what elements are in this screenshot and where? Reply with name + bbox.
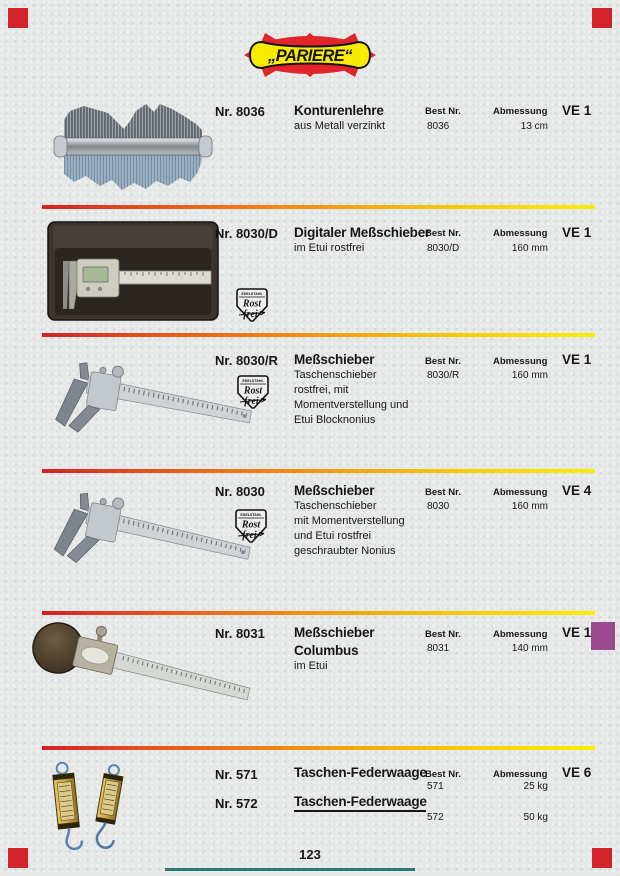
- product-number: Nr. 572: [215, 796, 258, 811]
- badge-rost-text: Rost: [241, 519, 261, 531]
- corner-mark-bottom-right: [592, 848, 612, 868]
- rostfrei-badge-icon: [234, 508, 268, 544]
- product-photo-federwaage: [42, 760, 160, 858]
- abmessung-label: Abmessung: [493, 106, 548, 117]
- badge-frei-text: frei: [243, 309, 258, 320]
- product-name: Meßschieber: [294, 625, 375, 640]
- best-nr-label: Best Nr.: [425, 629, 461, 640]
- product-number: Nr. 8031: [215, 626, 265, 641]
- abmessung-value: 160 mm: [511, 370, 548, 381]
- page-number: 123: [299, 847, 321, 862]
- pariere-logo: [244, 32, 376, 78]
- abmessung-value: 50 kg: [523, 812, 548, 823]
- product-photo-digital-messschieber: [47, 221, 219, 321]
- rostfrei-badge-icon: [235, 287, 269, 323]
- best-nr-value: 8030/R: [427, 370, 460, 381]
- logo-text: „PARIERE“: [267, 47, 353, 65]
- product-photo-konturenlehre: [50, 96, 216, 194]
- badge-top-text: EDELSTAHL: [240, 513, 262, 518]
- corner-mark-top-right: [592, 8, 612, 28]
- best-nr-label: Best Nr.: [425, 487, 461, 498]
- abmessung-label: Abmessung: [493, 629, 548, 640]
- corner-mark-top-left: [8, 8, 28, 28]
- badge-frei-text: frei: [244, 396, 259, 407]
- product-number: Nr. 8030: [215, 484, 265, 499]
- footer-rule: [165, 868, 415, 871]
- product-name: Meßschieber: [294, 352, 375, 367]
- product-description: Momentverstellung und: [294, 399, 409, 411]
- ve-value: VE 4: [562, 483, 592, 498]
- product-description: geschraubter Nonius: [294, 545, 396, 557]
- abmessung-label: Abmessung: [493, 769, 548, 780]
- product-name: Taschen-Federwaage: [294, 794, 427, 809]
- product-number: Nr. 571: [215, 767, 258, 782]
- index-tab: [591, 622, 615, 650]
- best-nr-value: 572: [427, 812, 444, 823]
- product-description: aus Metall verzinkt: [294, 120, 386, 132]
- abmessung-value: 160 mm: [511, 501, 548, 512]
- badge-rost-text: Rost: [243, 385, 263, 397]
- best-nr-value: 8031: [427, 643, 450, 654]
- rostfrei-badge-icon: [236, 374, 270, 410]
- product-description: rostfrei, mit: [294, 384, 349, 396]
- ve-value: VE 6: [562, 765, 592, 780]
- badge-rost-text: Rost: [242, 298, 262, 310]
- badge-frei-text: frei: [242, 530, 257, 541]
- product-name: Meßschieber: [294, 483, 375, 498]
- product-number: Nr. 8030/D: [215, 226, 278, 241]
- divider-rule: [42, 205, 595, 209]
- ve-value: VE 1: [562, 225, 592, 240]
- name-underline: [294, 810, 426, 812]
- product-name: Taschen-Federwaage: [294, 765, 427, 780]
- ve-value: VE 1: [562, 352, 592, 367]
- badge-top-text: EDELSTAHL: [242, 379, 264, 384]
- ve-value: VE 1: [562, 103, 592, 118]
- divider-rule: [42, 469, 595, 473]
- product-description: Taschenschieber: [294, 500, 377, 512]
- product-number: Nr. 8036: [215, 104, 265, 119]
- abmessung-label: Abmessung: [493, 356, 548, 367]
- abmessung-value: 140 mm: [511, 643, 548, 654]
- best-nr-value: 8030: [427, 501, 450, 512]
- product-name-line2: Columbus: [294, 643, 359, 658]
- product-number: Nr. 8030/R: [215, 353, 278, 368]
- best-nr-label: Best Nr.: [425, 106, 461, 117]
- product-description: im Etui: [294, 660, 328, 672]
- abmessung-label: Abmessung: [493, 487, 548, 498]
- corner-mark-bottom-left: [8, 848, 28, 868]
- divider-rule: [42, 746, 595, 750]
- abmessung-value: 160 mm: [511, 243, 548, 254]
- product-description: im Etui rostfrei: [294, 242, 365, 254]
- best-nr-label: Best Nr.: [425, 228, 461, 239]
- product-description: mit Momentverstellung: [294, 515, 405, 527]
- ve-value: VE 1: [562, 625, 592, 640]
- badge-top-text: EDELSTAHL: [241, 292, 263, 297]
- product-name: Konturenlehre: [294, 103, 384, 118]
- best-nr-value: 571: [427, 781, 444, 792]
- best-nr-label: Best Nr.: [425, 356, 461, 367]
- abmessung-label: Abmessung: [493, 228, 548, 239]
- product-description: und Etui rostfrei: [294, 530, 372, 542]
- best-nr-value: 8036: [427, 121, 450, 132]
- abmessung-value: 25 kg: [523, 781, 548, 792]
- best-nr-value: 8030/D: [427, 243, 460, 254]
- product-name: Digitaler Meßschieber: [294, 225, 431, 240]
- best-nr-label: Best Nr.: [425, 769, 461, 780]
- product-description: Etui Blocknonius: [294, 414, 376, 426]
- product-description: Taschenschieber: [294, 369, 377, 381]
- divider-rule: [42, 333, 595, 337]
- abmessung-value: 13 cm: [520, 121, 548, 132]
